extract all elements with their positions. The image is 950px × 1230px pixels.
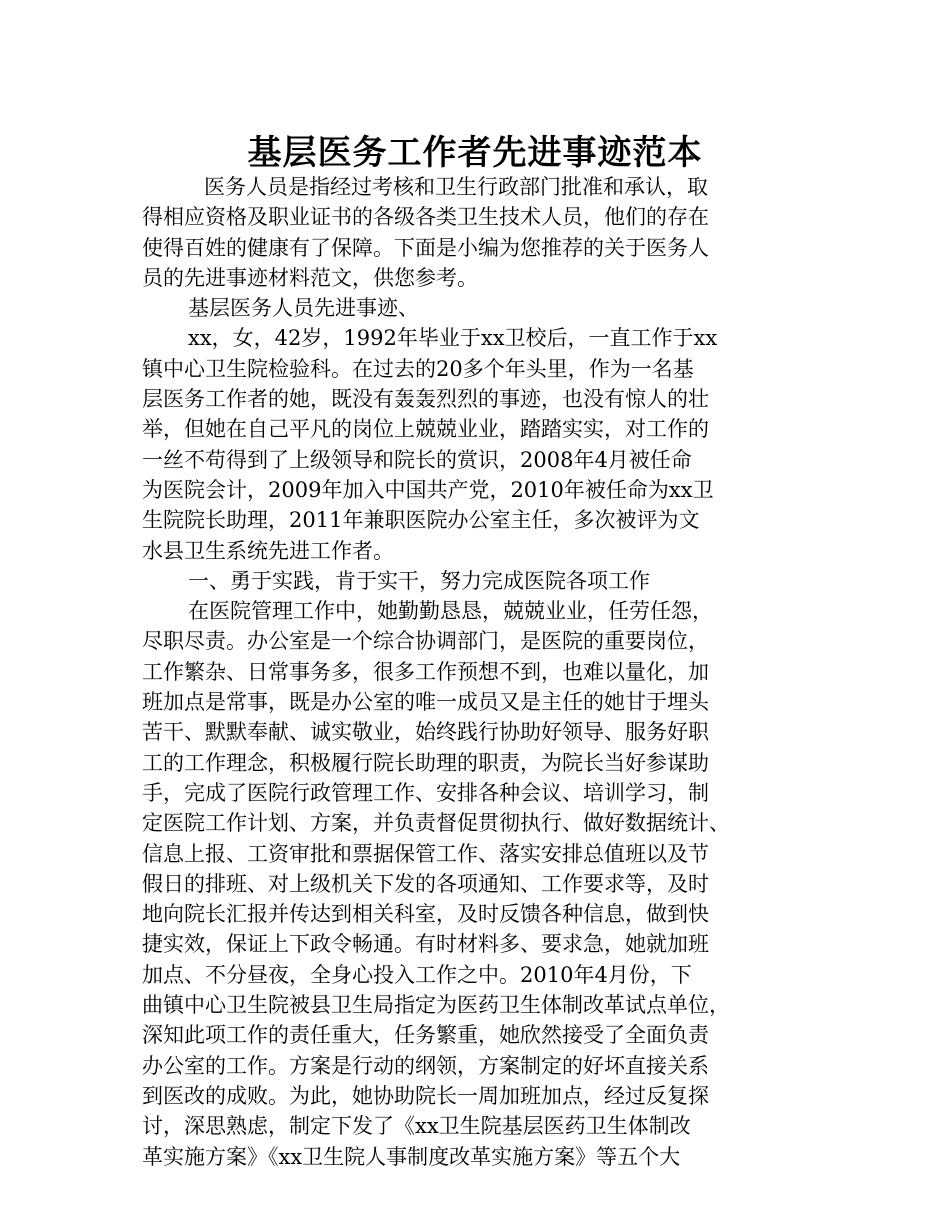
body-text-line: 生院院长助理，2011年兼职医院办公室主任，多次被评为文 [142,508,700,533]
body-text-line: 捷实效，保证上下政令畅通。有时材料多、要求急，她就加班 [142,932,709,957]
body-text-line: 到医改的成败。为此，她协助院长一周加班加点，经过反复探 [142,1083,709,1108]
body-text-line: 假日的排班、对上级机关下发的各项通知、工作要求等，及时 [142,871,709,896]
body-text-line: 定医院工作计划、方案，并负责督促贯彻执行、做好数据统计、 [142,811,730,836]
body-text-line: 使得百姓的健康有了保障。下面是小编为您推荐的关于医务人 [142,235,709,260]
body-text-line: 加点、不分昼夜，全身心投入工作之中。2010年4月份，下 [142,962,692,987]
body-text-line: 工作繁杂、日常事务多，很多工作预想不到，也难以量化，加 [142,659,709,684]
body-text-line: 层医务工作者的她，既没有轰轰烈烈的事迹，也没有惊人的壮 [142,387,709,412]
body-text-line: 班加点是常事，既是办公室的唯一成员又是主任的她甘于埋头 [142,690,709,715]
body-text-line: 革实施方案》《xx卫生院人事制度改革实施方案》等五个大 [142,1144,681,1169]
body-text-line: 尽职尽责。办公室是一个综合协调部门，是医院的重要岗位， [142,629,709,654]
body-text-line: 在医院管理工作中，她勤勤恳恳，兢兢业业，任劳任怨， [188,599,713,624]
body-text-line: 地向院长汇报并传达到相关科室，及时反馈各种信息，做到快 [142,902,709,927]
document-body [142,172,832,1172]
body-text-line: 镇中心卫生院检验科。在过去的20多个年头里，作为一名基 [142,356,694,381]
body-text-line: 基层医务人员先进事迹、 [188,296,419,321]
body-text-line: 深知此项工作的责任重大，任务繁重，她欣然接受了全面负责 [142,1023,709,1048]
body-text-line: 办公室的工作。方案是行动的纲领，方案制定的好坏直接关系 [142,1053,709,1078]
body-text-line: 工的工作理念，积极履行院长助理的职责，为院长当好参谋助 [142,750,709,775]
body-text-line: 讨，深思熟虑，制定下发了《xx卫生院基层医药卫生体制改 [142,1114,691,1139]
body-text-line: 医务人员是指经过考核和卫生行政部门批准和承认，取 [204,175,708,199]
body-text-line: 一丝不苟得到了上级领导和院长的赏识，2008年4月被任命 [142,447,692,472]
body-text-line: 手，完成了医院行政管理工作、安排各种会议、培训学习，制 [142,780,709,805]
page-title: 基层医务工作者先进事迹范本 [247,133,703,173]
body-text-line: 得相应资格及职业证书的各级各类卫生技术人员，他们的存在 [142,205,709,230]
body-text-line: 曲镇中心卫生院被县卫生局指定为医药卫生体制改革试点单位， [142,993,730,1018]
body-text-line: 信息上报、工资审批和票据保管工作、落实安排总值班以及节 [142,841,709,866]
body-text-line: 水县卫生系统先进工作者。 [142,538,394,563]
body-text-line: xx，女，42岁，1992年毕业于xx卫校后，一直工作于xx [188,326,718,351]
body-text-line: 一、勇于实践，肯于实干，努力完成医院各项工作 [188,568,650,593]
body-text-line: 员的先进事迹材料范文，供您参考。 [142,265,478,290]
body-text-line: 苦干、默默奉献、诚实敬业，始终践行协助好领导、服务好职 [142,720,709,745]
body-text-line: 为医院会计，2009年加入中国共产党，2010年被任命为xx卫 [142,477,714,502]
body-text-line: 举，但她在自己平凡的岗位上兢兢业业，踏踏实实，对工作的 [142,417,709,442]
